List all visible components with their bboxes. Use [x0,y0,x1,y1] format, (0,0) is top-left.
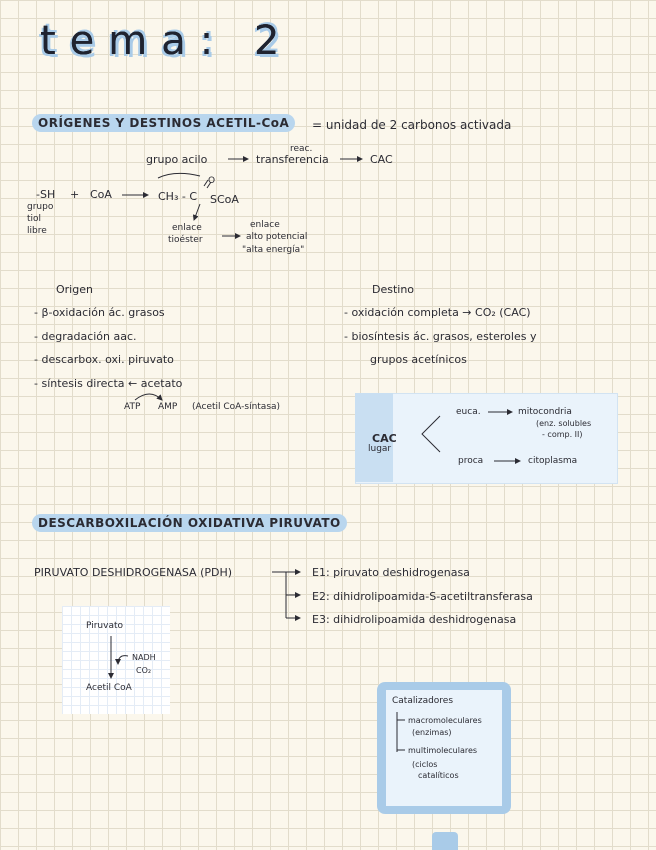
plus-sign: + [70,188,80,201]
piruvato-label: Piruvato [86,621,124,631]
e1-label: E1: piruvato deshidrogenasa [312,566,470,579]
grupo-acilo-label: grupo acilo [146,153,208,166]
origen-item: - síntesis directa ← acetato [34,377,183,390]
arrow-nadh-release [118,656,128,664]
formula-left: CH₃ - C [158,190,198,203]
e2-label: E2: dihidrolipoamida-S-acetiltransferasa [312,590,533,603]
origen-header: Origen [56,283,93,296]
enlace-alto-2: alto potencial [246,232,308,242]
formula-right: SCoA [210,193,239,206]
section-subtitle: = unidad de 2 carbonos activada [312,118,512,132]
sh-label: -SH [36,188,56,201]
origen-item: - descarbox. oxi. piruvato [34,353,174,366]
euca-label: euca. [456,407,481,417]
cac-box-label: CAC [372,432,397,445]
grupo-tiol-1: grupo [27,202,54,212]
cat-item-1a: macromoleculares [408,716,482,725]
origen-item-text: síntesis directa ← acetato [41,377,183,390]
enlace-alto-3: "alta energía" [242,245,305,255]
co2-label: CO₂ [136,666,152,675]
cac-bracket [422,416,440,452]
destino-continuation: grupos acetínicos [370,353,467,366]
origen-item-text: descarbox. oxi. piruvato [41,353,174,366]
brace-acyl [158,173,200,178]
mitocondria-label: mitocondria [518,407,572,417]
coa-label: CoA [90,188,112,201]
enzyme-label: (Acetil CoA-síntasa) [192,402,281,412]
double-bond-1 [204,180,208,186]
double-bond-2 [207,182,211,188]
amp-label: AMP [158,402,178,412]
enlace-alto-1: enlace [250,220,280,230]
pdh-label: PIRUVATO DESHIDROGENASA (PDH) [34,566,233,579]
destino-item: - oxidación completa → CO₂ (CAC) [344,306,531,319]
cac-box-sublabel: lugar [368,444,392,454]
cat-item-1b: (enzimas) [412,728,452,737]
mito-note-1: (enz. solubles [536,419,592,428]
enlace-tioester-2: tioéster [168,235,203,245]
origen-item: - degradación aac. [34,330,137,343]
arrow-to-tioester [194,204,200,220]
cat-item-2b: (ciclos [412,760,438,769]
cac-label: CAC [370,153,393,166]
cat-item-2c: catalíticos [418,771,459,780]
atp-label: ATP [124,402,141,412]
nadh-label: NADH [132,653,156,662]
formula-oxygen: O [208,176,216,186]
citoplasma-label: citoplasma [528,456,578,466]
arrow-atp-amp [135,394,162,400]
e3-label: E3: dihidrolipoamida deshidrogenasa [312,613,517,626]
destino-header: Destino [372,283,415,296]
proca-label: proca [458,456,484,466]
catalizadores-header: Catalizadores [392,696,454,706]
page-title: tema: 2 [40,18,294,64]
reac-label: reac. [290,144,313,154]
acetil-coa-label: Acetil CoA [86,683,132,693]
grupo-tiol-3: libre [27,226,47,236]
section-heading-origenes: ORÍGENES Y DESTINOS ACETIL-CoA [32,114,295,132]
transferencia-label: transferencia [256,153,329,166]
origen-item-text: β-oxidación ác. grasos [41,306,165,319]
mito-note-2: - comp. II) [542,430,583,439]
section-heading-descarboxilacion: DESCARBOXILACIÓN OXIDATIVA PIRUVATO [32,514,347,532]
destino-item-text: oxidación completa → CO₂ (CAC) [351,306,531,319]
origen-item: - β-oxidación ác. grasos [34,306,165,319]
cat-item-2a: multimoleculares [408,746,478,755]
grupo-tiol-2: tiol [27,214,42,224]
destino-item: - biosíntesis ác. grasos, esteroles y [344,330,537,343]
enlace-tioester-1: enlace [172,223,202,233]
origen-item-text: degradación aac. [41,330,137,343]
destino-item-text: biosíntesis ác. grasos, esteroles y [351,330,537,343]
